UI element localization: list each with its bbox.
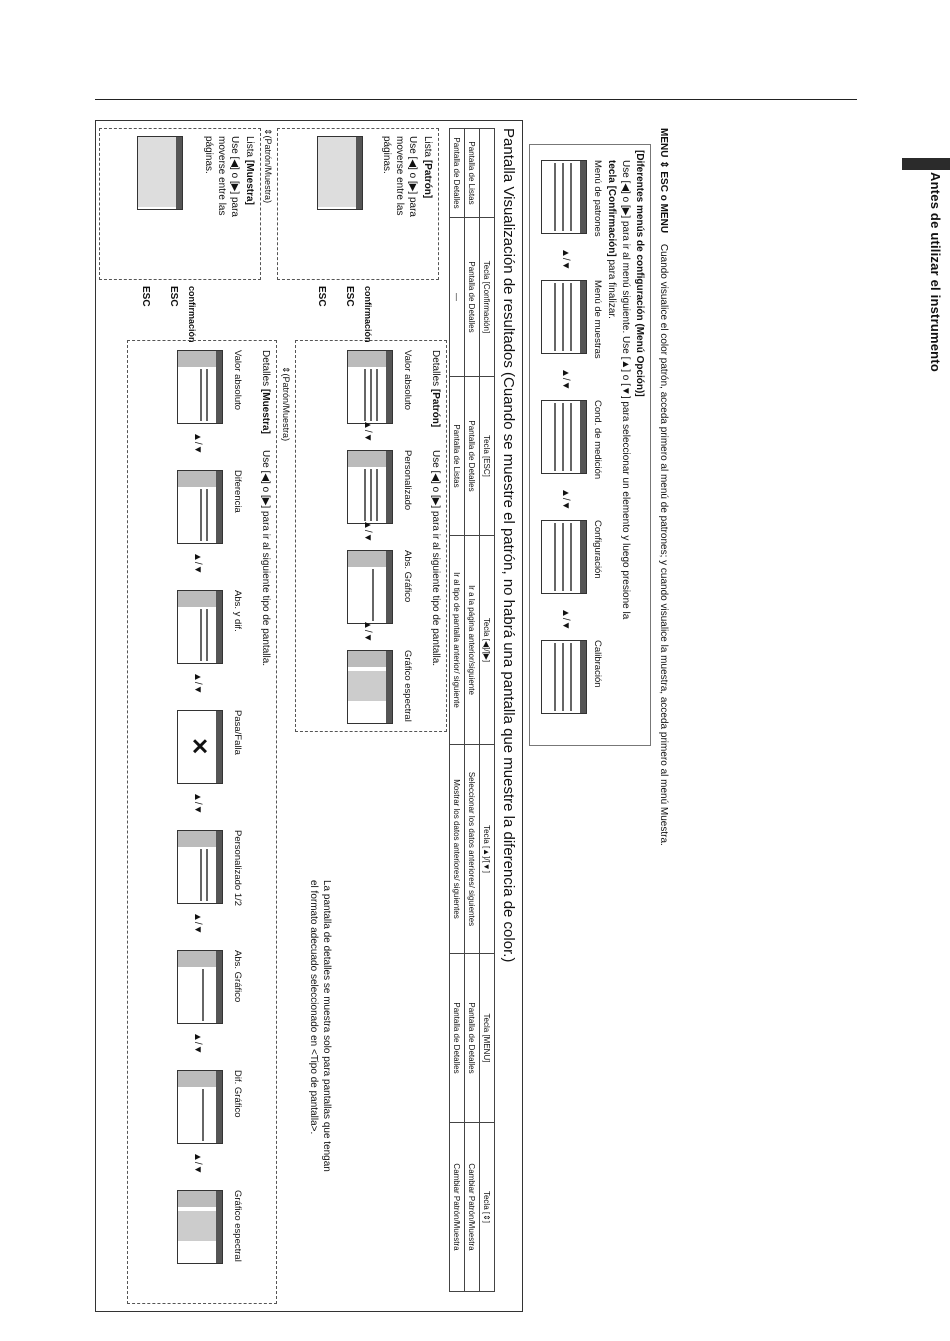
key-table-cell: Pantalla de Listas [465,129,480,218]
nav-arrow: ▲/▼ [192,672,203,695]
menu-caption: Menú de patrones [592,160,603,237]
option-menu-line2-bold: tecla [Confirmación] [606,160,617,257]
key-table-cell: Tecla [Confirmación] [480,218,495,377]
option-menu-heading: [Diferentes menús de configuración (Menú Opción)] [634,150,645,397]
section-label: Antes de utilizar el instrumento [928,172,943,372]
menu-line [658,128,669,846]
key-table [449,128,495,1292]
detail-screen [177,830,223,904]
detail-screen [347,650,393,724]
screen-caption: Diferencia [232,470,243,513]
details-muestra-heading-text: Detalles [260,350,271,389]
toggle-label: ⇕(Patrón/Muestra) [281,366,291,442]
esc-label-patron-2: ESC [316,286,327,307]
option-menu-line2 [606,160,617,319]
detail-screen [177,590,223,664]
section-tab [902,158,950,170]
key-table-cell [480,129,495,218]
nav-arrow: ▲/▼ [192,432,203,455]
menu-screen [541,640,587,714]
results-diagram [95,120,523,1312]
screen-caption: Pasa/Falla [232,710,243,755]
esc-label-muestra-1: ESC [168,286,179,307]
nav-arrow: ▲/▼ [560,368,571,391]
menu-caption: Calibración [592,640,603,688]
key-table-row [450,129,465,1292]
menu-screen [541,160,587,234]
screen-caption: Valor absoluto [232,350,243,411]
option-menu-diagram [525,120,675,1312]
list-muestra-body: Use [◀] o [▶] para moverse entre las páginas. [203,136,240,217]
list-patron-heading-bold: [Patrón] [422,159,433,199]
key-table-cell: Pantalla de Listas [450,377,465,536]
menu-caption: Menú de muestras [592,280,603,359]
menu-caption: Cond. de medición [592,400,603,480]
nav-arrow: ▲/▼ [192,912,203,935]
detail-screen [347,450,393,524]
detail-screen [177,1190,223,1264]
menu-line-bold: MENU ⇕ ESC o MENU [658,128,669,234]
list-muestra-heading-text: Lista [244,136,255,160]
screen-caption: Abs. Gráfico [402,550,413,603]
list-patron-body: Use [◀] o [▶] para moverse entre las páginas. [381,136,418,217]
nav-arrow: ▲/▼ [362,420,373,443]
list-patron-screen [317,136,363,210]
top-rule [95,99,857,100]
menu-screen [541,280,587,354]
nav-arrow: ▲/▼ [560,488,571,511]
nav-arrow: ▲/▼ [192,1032,203,1055]
detail-screen [177,350,223,424]
toggle-label: ⇕(Patrón/Muestra) [263,128,273,204]
confirm-label-patron: confirmación [363,286,373,343]
menu-screen [541,400,587,474]
key-table-row [465,129,480,1292]
key-table-cell: Tecla [◀]/[▶] [480,536,495,745]
esc-label-patron-1: ESC [344,286,355,307]
key-table-cell: — [450,218,465,377]
nav-arrow: ▲/▼ [362,520,373,543]
detail-screen [177,1070,223,1144]
key-table-cell: Cambiar Patrón/Muestra [465,1123,480,1292]
list-patron-heading-text: Lista [422,136,433,160]
key-table-cell: Tecla [ESC] [480,377,495,536]
screen-caption: Personalizado 1/2 [232,830,243,907]
nav-arrow: ▲/▼ [192,1152,203,1175]
screen-caption: Gráfico espectral [232,1190,243,1262]
details-muestra-hint: Use [◀] o [▶] para ir al siguiente tipo de pantalla. [260,450,271,667]
details-patron-heading [430,350,441,427]
key-table-cell: Tecla [▲]/[▼] [480,745,495,954]
option-menu-line2-text: para finalizar. [606,256,617,319]
list-muestra-heading-bold: [Muestra] [244,159,255,205]
key-table-header-row [480,129,495,1292]
nav-arrow: ▲/▼ [192,552,203,575]
key-table-cell: Ir a la página anterior/siguiente [465,536,480,745]
screen-caption: Gráfico espectral [402,650,413,722]
details-patron-heading-text: Detalles [430,350,441,389]
pass-fail-screen [177,710,223,784]
list-muestra-heading [244,136,255,205]
details-muestra-heading [260,350,271,434]
screen-caption: Dif. Gráfico [232,1070,243,1118]
close-icon: ✕ [187,737,212,756]
list-muestra-screen [137,136,183,210]
screen-caption: Abs. y dif. [232,590,243,632]
menu-screen [541,520,587,594]
menu-caption: Configuración [592,520,603,579]
detail-screen [347,350,393,424]
screen-caption: Personalizado [402,450,413,511]
detail-screen [347,550,393,624]
details-patron-heading-bold: [Patrón] [430,388,441,428]
screen-caption: Valor absoluto [402,350,413,411]
list-patron-heading [422,136,433,198]
key-table-cell: Pantalla de Detalles [450,954,465,1123]
key-table-cell: Mostrar los datos anteriores/ siguientes [450,745,465,954]
key-table-cell: Tecla [MENU] [480,954,495,1123]
key-table-cell: Cambiar Patrón/Muestra [450,1123,465,1292]
key-table-cell: Pantalla de Detalles [465,954,480,1123]
esc-label-muestra-2: ESC [140,286,151,307]
key-table-cell: Tecla [⇕] [480,1123,495,1292]
page-title: Pantalla Visualización de resultados (Cuando se muestre el patrón, no habrá una pantalla que muestre la diferencia de color.) [500,128,517,963]
details-muestra-heading-bold: [Muestra] [260,388,271,434]
details-patron-hint: Use [◀] o [▶] para ir al siguiente tipo de pantalla. [430,450,441,667]
nav-arrow: ▲/▼ [192,792,203,815]
nav-arrow: ▲/▼ [362,620,373,643]
key-table-cell: Pantalla de Detalles [450,129,465,218]
key-table-cell: Pantalla de Detalles [465,218,480,377]
menu-line-text: Cuando visualice el color patrón, acceda primero al menú de patrones; y cuando visualice la muestra, acceda primero al menú Muestra. [658,243,669,846]
option-menu-line1: Use [◀] o [▶] para ir al menú siguiente. Use [▲] o [▼] para seleccionar un elemento y luego presione la [620,160,631,620]
screen-caption: Abs. Gráfico [232,950,243,1003]
detail-screen [177,950,223,1024]
key-table-cell: Seleccionar los datos anteriores/ siguientes [465,745,480,954]
detail-screen [177,470,223,544]
details-note: La pantalla de detalles se muestra solo para pantallas que tengan el formato adecuado seleccionado en <Tipo de pantalla>. [308,880,332,1172]
nav-arrow: ▲/▼ [560,248,571,271]
key-table-cell: Ir al tipo de pantalla anterior/ siguiente [450,536,465,745]
key-table-cell: Pantalla de Detalles [465,377,480,536]
confirm-label-muestra: confirmación [187,286,197,343]
nav-arrow: ▲/▼ [560,608,571,631]
